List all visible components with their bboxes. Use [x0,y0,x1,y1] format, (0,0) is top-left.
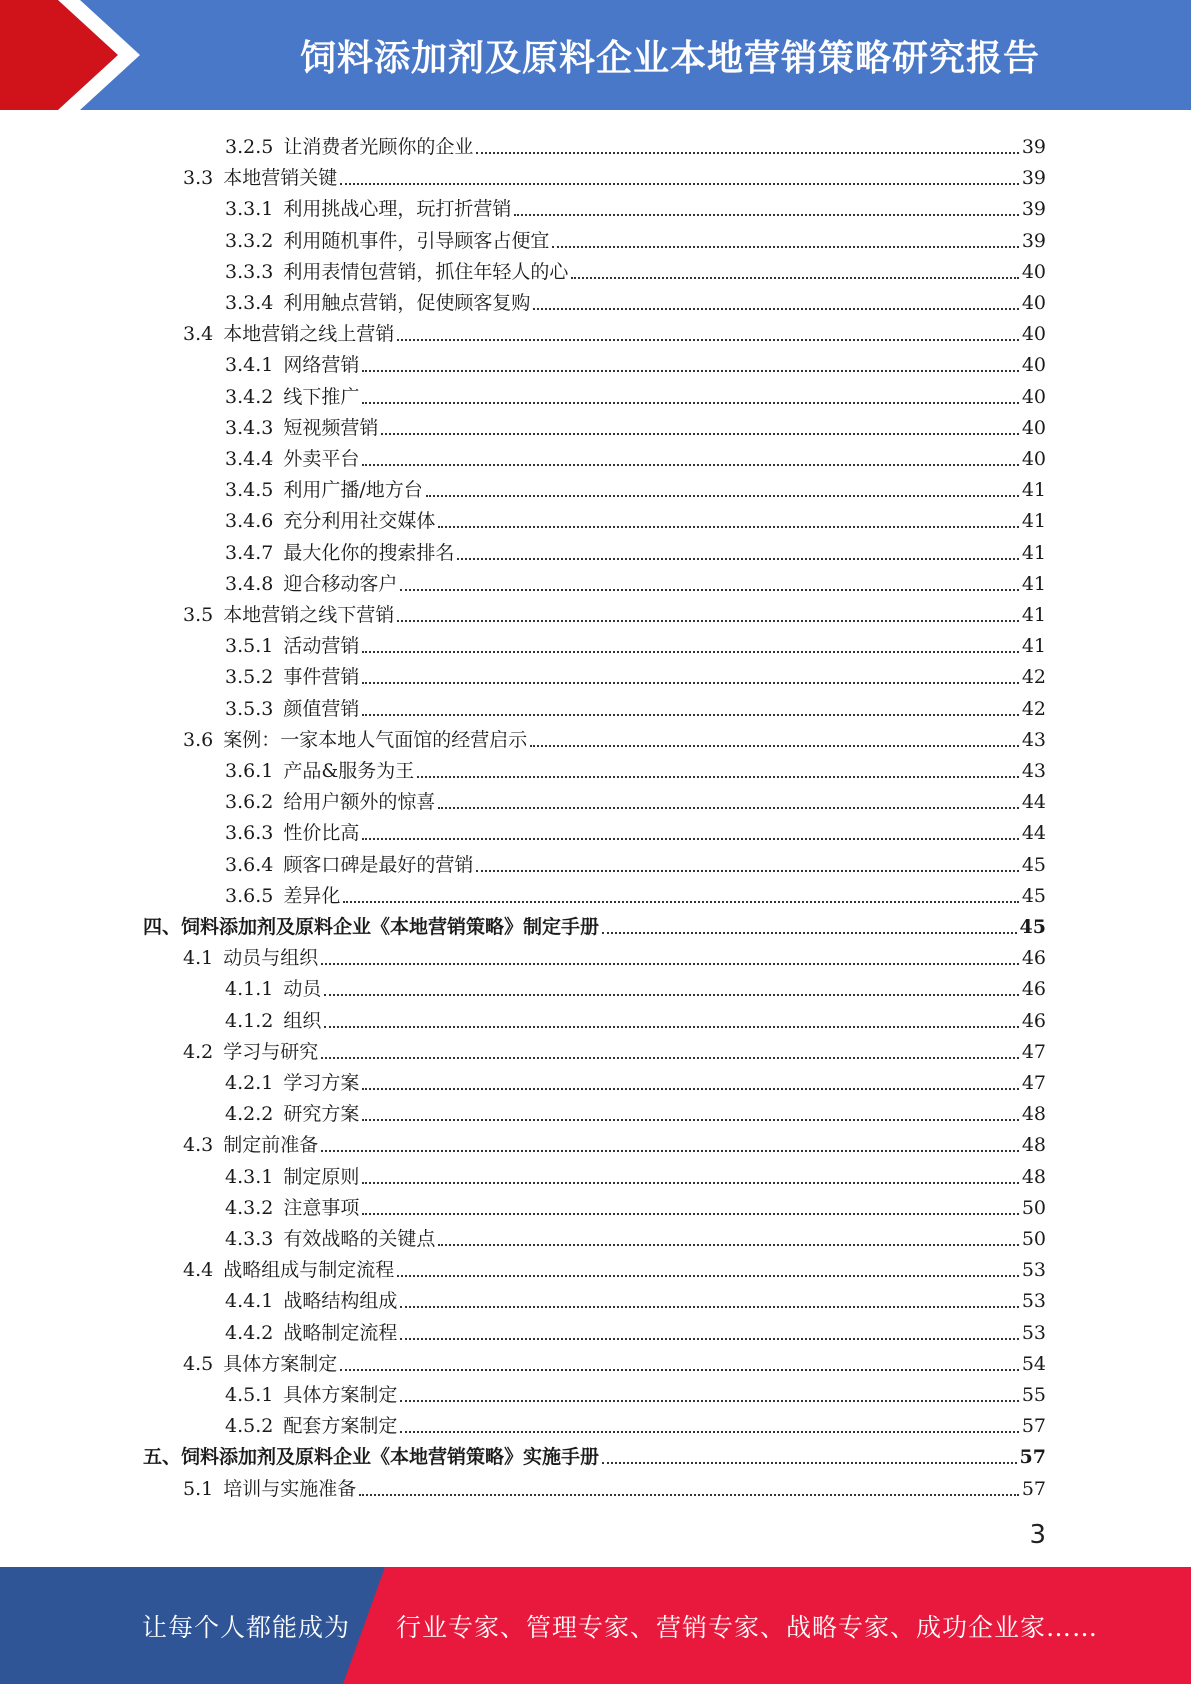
toc-entry-number: 4.1.2 [225,1009,274,1032]
toc-entry-title: 最大化你的搜索排名 [283,541,455,564]
toc-entry-title: 差异化 [283,884,341,907]
toc-entry-title: 研究方案 [283,1103,360,1126]
toc-dot-leader [533,308,1018,310]
toc-entry-number: 4.3.3 [225,1228,274,1250]
toc-entry-number: 3.3.3 [225,260,274,283]
toc-entry[interactable] [225,1219,1046,1250]
toc-entry[interactable] [183,314,1046,345]
toc-entry[interactable] [225,1406,1046,1437]
toc-entry[interactable] [225,252,1046,283]
toc-entry-number: 4.2 [183,1040,214,1063]
toc-entry-number: 3.4.3 [225,416,274,439]
toc-dot-leader [400,1400,1018,1402]
toc-entry[interactable] [225,470,1046,501]
toc-entry-page: 46 [1021,978,1046,1001]
toc-entry[interactable] [183,158,1046,189]
toc-entry-page: 57 [1021,1477,1046,1500]
toc-entry[interactable] [183,938,1046,969]
toc-entry[interactable] [225,1063,1046,1094]
toc-entry[interactable] [183,1032,1046,1063]
toc-entry-page: 44 [1021,822,1046,845]
header-banner [0,0,1191,110]
toc-entry[interactable] [225,408,1046,439]
toc-entry-page: 42 [1021,697,1046,720]
toc-entry-page: 40 [1021,292,1046,314]
toc-entry-page: 41 [1021,479,1046,502]
toc-entry-page: 43 [1021,760,1046,782]
toc-entry-title: 制定前准备 [223,1134,319,1157]
toc-entry[interactable] [225,501,1046,532]
toc-entry-number: 3.4.8 [225,572,274,595]
footer-slogan-right: 行业专家、管理专家、营销专家、战略专家、成功企业家…… [396,1612,1099,1642]
toc-entry-number: 5.1 [183,1477,214,1500]
toc-entry-page: 47 [1021,1072,1046,1094]
toc-entry-number: 3.3 [183,167,214,190]
toc-entry-page: 43 [1021,728,1046,751]
toc-entry-page: 53 [1021,1290,1046,1313]
toc-entry[interactable] [225,751,1046,782]
toc-entry-number: 4.1 [183,947,214,970]
toc-dot-leader [438,1244,1018,1246]
toc-entry-number: 4.5.1 [225,1384,274,1406]
toc-entry-title: 学习方案 [283,1072,360,1094]
toc-entry-page: 39 [1021,136,1046,158]
toc-dot-leader [397,1275,1019,1277]
toc-entry-page: 48 [1021,1103,1046,1126]
toc-entry-number: 3.6 [183,728,214,751]
toc-entry-number: 4.1.1 [225,978,274,1001]
toc-entry[interactable] [183,1125,1046,1156]
toc-dot-leader [438,807,1018,809]
toc-entry-page: 39 [1021,198,1046,221]
toc-dot-leader [438,526,1018,528]
toc-entry-page: 39 [1021,229,1046,252]
footer-slogan-left: 让每个人都能成为 [142,1612,351,1642]
toc-entry-number: 3.4.7 [225,541,274,564]
toc-entry[interactable] [225,1157,1046,1188]
toc-entry-title: 充分利用社交媒体 [283,510,436,533]
toc-dot-leader [571,277,1018,279]
toc-entry-page: 57 [1021,1415,1046,1438]
toc-entry-title: 事件营销 [283,666,360,689]
toc-dot-leader [400,1306,1018,1308]
toc-entry-page: 41 [1021,541,1046,564]
toc-entry-page: 40 [1021,323,1046,346]
toc-entry-title: 具体方案制定 [223,1352,338,1375]
toc-entry-title: 短视频营销 [283,416,379,439]
toc-entry-page: 41 [1021,604,1046,626]
toc-entry-number: 3.5.1 [225,635,274,658]
toc-dot-leader [362,1088,1018,1090]
toc-entry[interactable] [225,689,1046,720]
toc-entry-number: 3.2.5 [225,136,274,158]
toc-dot-leader [602,932,1017,934]
toc-dot-leader [362,1213,1018,1215]
toc-dot-leader [324,1026,1018,1028]
toc-entry[interactable] [225,782,1046,813]
toc-entry-number: 4.3.1 [225,1165,274,1188]
toc-entry-title: 组织 [283,1009,322,1032]
toc-entry-number: 3.6.1 [225,760,274,782]
toc-entry-title: 学习与研究 [223,1040,319,1063]
toc-entry-page: 48 [1021,1165,1046,1188]
toc-entry-title: 利用广播/地方台 [283,479,423,502]
toc-entry[interactable] [143,1437,1046,1468]
toc-dot-leader [400,589,1018,591]
toc-entry-title: 顾客口碑是最好的营销 [283,853,474,876]
toc-entry-number: 3.4.4 [225,448,274,470]
toc-entry-title: 性价比高 [283,822,360,845]
toc-entry-title: 活动营销 [283,635,360,658]
toc-dot-leader [359,1494,1019,1496]
toc-entry[interactable] [225,377,1046,408]
toc-entry[interactable] [225,1001,1046,1032]
toc-entry-number: 3.4.1 [225,354,274,377]
toc-dot-leader [457,558,1018,560]
toc-entry-page: 45 [1021,884,1046,907]
toc-entry-number: 3.5.3 [225,697,274,720]
toc-entry-page: 40 [1021,354,1046,377]
toc-dot-leader [362,402,1018,404]
toc-dot-leader [417,776,1019,778]
toc-dot-leader [397,339,1019,341]
toc-entry-page: 40 [1021,416,1046,439]
toc-dot-leader [426,495,1019,497]
toc-entry[interactable] [225,845,1046,876]
toc-entry-page: 41 [1021,572,1046,595]
toc-dot-leader [602,1462,1017,1464]
toc-entry-number: 4.5 [183,1352,214,1375]
toc-entry-page: 46 [1021,1009,1046,1032]
toc-dot-leader [362,682,1018,684]
toc-entry-page: 40 [1021,385,1046,408]
toc-entry[interactable] [225,1375,1046,1406]
toc-entry-page: 39 [1021,167,1046,190]
toc-entry-number: 4.4.2 [225,1321,274,1344]
toc-entry-title: 战略组成与制定流程 [223,1259,395,1282]
toc-entry-number: 4.2.2 [225,1103,274,1126]
toc-entry-page: 53 [1021,1321,1046,1344]
toc-entry-title: 网络营销 [283,354,360,377]
document-title: 饲料添加剂及原料企业本地营销策略研究报告 [299,37,1040,79]
toc-entry-number: 4.4 [183,1259,214,1282]
toc-entry-title: 外卖平台 [283,448,360,470]
toc-entry-title: 战略结构组成 [283,1290,398,1313]
toc-entry[interactable] [183,595,1046,626]
toc-entry[interactable] [225,813,1046,844]
toc-entry[interactable] [183,1250,1046,1281]
toc-dot-leader [321,963,1019,965]
toc-entry-title: 利用表情包营销，抓住年轻人的心 [283,260,569,283]
toc-dot-leader [400,1431,1018,1433]
toc-entry[interactable] [225,1188,1046,1219]
toc-entry-title: 本地营销之线上营销 [223,323,395,346]
toc-dot-leader [514,214,1018,216]
toc-entry-page: 50 [1021,1228,1046,1250]
toc-entry[interactable] [225,969,1046,1000]
toc-entry-title: 案例：一家本地人气面馆的经营启示 [223,728,528,751]
toc-dot-leader [400,1338,1018,1340]
toc-dot-leader [362,1119,1018,1121]
toc-entry-number: 4.4.1 [225,1290,274,1313]
toc-entry[interactable] [225,657,1046,688]
toc-entry[interactable] [225,127,1046,158]
toc-entry[interactable] [225,876,1046,907]
toc-dot-leader [343,901,1018,903]
toc-dot-leader [362,651,1018,653]
toc-entry-number: 4.2.1 [225,1072,274,1094]
toc-entry[interactable] [225,1281,1046,1312]
toc-dot-leader [362,714,1018,716]
toc-entry-title: 注意事项 [283,1196,360,1219]
toc-entry-number: 3.5 [183,604,214,626]
toc-entry-title: 五、饲料添加剂及原料企业《本地营销策略》实施手册 [143,1446,600,1469]
toc-entry-number: 3.6.2 [225,791,274,814]
toc-entry[interactable] [225,564,1046,595]
toc-entry-title: 颜值营销 [283,697,360,720]
toc-entry-page: 54 [1021,1352,1046,1375]
toc-entry-page: 55 [1021,1384,1046,1406]
toc-entry-title: 动员 [283,978,322,1001]
toc-entry-title: 利用触点营销，促使顾客复购 [283,292,531,314]
toc-entry-number: 3.4.5 [225,479,274,502]
toc-entry[interactable] [225,626,1046,657]
toc-dot-leader [381,433,1018,435]
toc-entry-page: 50 [1021,1196,1046,1219]
toc-entry-number: 3.3.2 [225,229,274,252]
toc-entry[interactable] [183,1344,1046,1375]
toc-entry-number: 3.4 [183,323,214,346]
toc-entry-number: 4.5.2 [225,1415,274,1438]
toc-entry-number: 3.4.6 [225,510,274,533]
toc-entry-number: 3.6.3 [225,822,274,845]
toc-dot-leader [552,246,1018,248]
toc-entry[interactable] [225,283,1046,314]
toc-dot-leader [362,1182,1018,1184]
toc-entry-title: 利用随机事件，引导顾客占便宜 [283,229,550,252]
toc-dot-leader [321,1057,1019,1059]
toc-entry-page: 41 [1021,510,1046,533]
toc-entry-title: 本地营销之线下营销 [223,604,395,626]
toc-entry-title: 具体方案制定 [283,1384,398,1406]
toc-entry-title: 利用挑战心理，玩打折营销 [283,198,512,221]
toc-entry-page: 53 [1021,1259,1046,1282]
toc-entry-number: 3.5.2 [225,666,274,689]
toc-entry[interactable] [225,439,1046,470]
toc-entry[interactable] [225,1313,1046,1344]
toc-dot-leader [476,870,1018,872]
toc-entry-page: 47 [1021,1040,1046,1063]
toc-entry[interactable] [225,221,1046,252]
toc-entry-page: 40 [1021,260,1046,283]
toc-entry-number: 4.3.2 [225,1196,274,1219]
toc-entry[interactable] [225,533,1046,564]
toc-entry[interactable] [225,189,1046,220]
toc-entry-title: 有效战略的关键点 [283,1228,436,1250]
toc-dot-leader [321,1150,1019,1152]
toc-entry-title: 配套方案制定 [283,1415,398,1438]
toc-entry[interactable] [143,907,1046,938]
toc-entry-page: 45 [1019,916,1046,938]
toc-entry-title: 迎合移动客户 [283,572,398,595]
toc-dot-leader [530,745,1019,747]
footer-banner [0,1567,1191,1684]
toc-entry-title: 产品&服务为王 [283,760,415,782]
toc-entry-title: 给用户额外的惊喜 [283,791,436,814]
toc-entry-number: 3.6.4 [225,853,274,876]
toc-entry-page: 48 [1021,1134,1046,1157]
toc-entry-title: 制定原则 [283,1165,360,1188]
toc-entry[interactable] [183,720,1046,751]
toc-entry-number: 3.3.1 [225,198,274,221]
toc-entry-title: 本地营销关键 [223,167,338,190]
toc-entry[interactable] [183,1469,1046,1500]
toc-entry-title: 战略制定流程 [283,1321,398,1344]
toc-entry-title: 培训与实施准备 [223,1477,357,1500]
page-number: 3 [1029,1520,1046,1550]
toc-entry-number: 3.6.5 [225,884,274,907]
toc-entry-page: 46 [1021,947,1046,970]
toc-dot-leader [340,1369,1019,1371]
toc-entry[interactable] [225,1094,1046,1125]
toc-entry-page: 44 [1021,791,1046,814]
toc-entry-page: 42 [1021,666,1046,689]
toc-dot-leader [397,620,1019,622]
toc-entry[interactable] [225,345,1046,376]
toc-dot-leader [476,152,1018,154]
toc-entry-number: 4.3 [183,1134,214,1157]
toc-dot-leader [362,838,1018,840]
toc-entry-page: 45 [1021,853,1046,876]
header-arrow-decoration [0,0,160,110]
toc-dot-leader [362,464,1018,466]
toc-entry-title: 让消费者光顾你的企业 [283,136,474,158]
toc-entry-title: 动员与组织 [223,947,319,970]
toc-dot-leader [340,183,1019,185]
toc-entry-number: 3.4.2 [225,385,274,408]
toc-entry-page: 41 [1021,635,1046,658]
toc-entry-title: 线下推广 [283,385,360,408]
toc-dot-leader [324,994,1018,996]
toc-entry-title: 四、饲料添加剂及原料企业《本地营销策略》制定手册 [143,916,600,938]
toc-entry-page: 40 [1021,448,1046,470]
toc-entry-number: 3.3.4 [225,292,274,314]
toc-entry-page: 57 [1019,1446,1046,1469]
toc-dot-leader [362,370,1018,372]
